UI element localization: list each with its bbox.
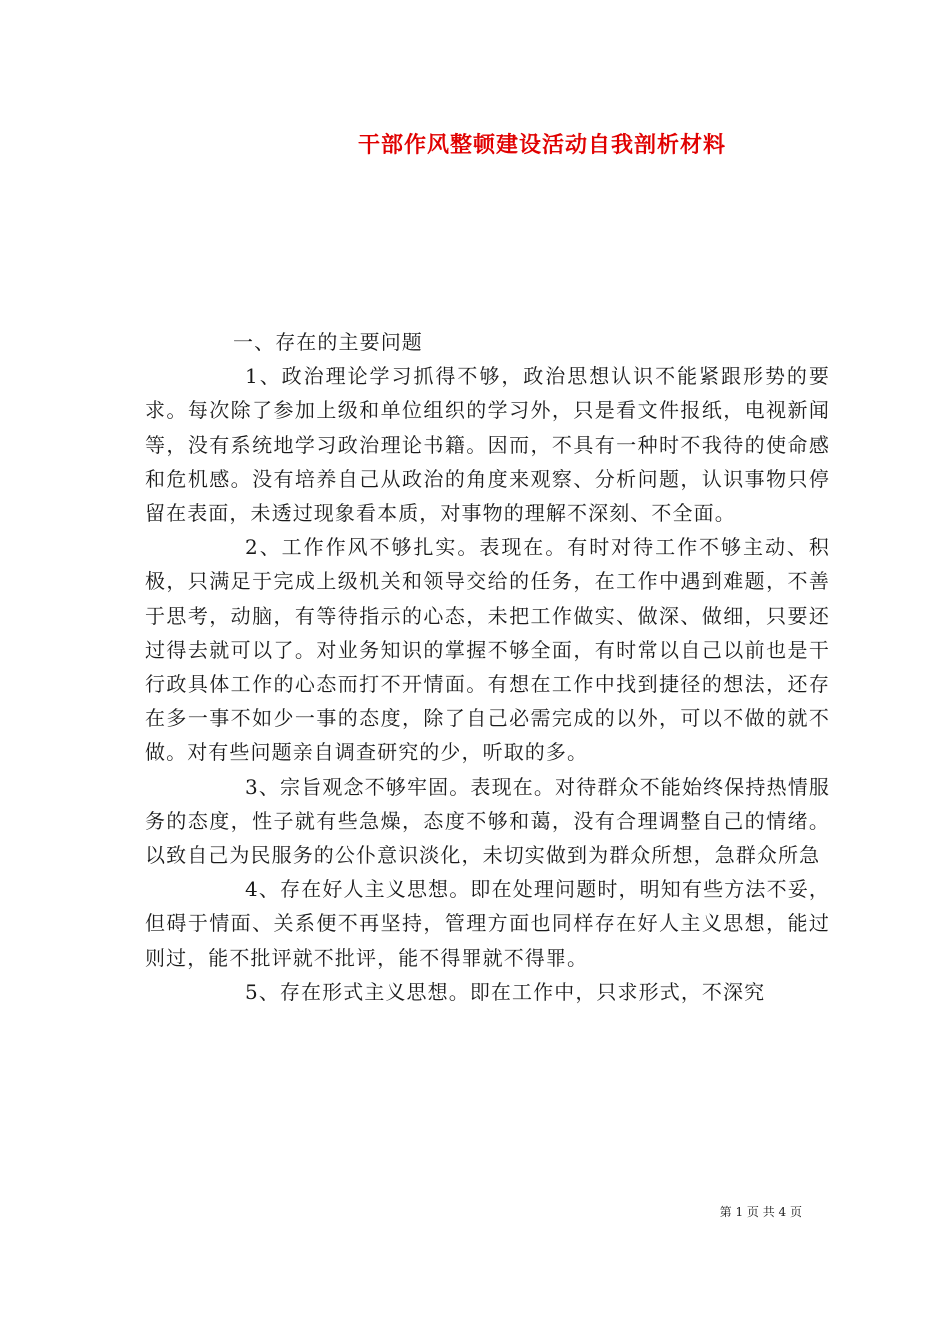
paragraph-2: 2、工作作风不够扎实。表现在。有时对待工作不够主动、积极，只满足于完成上级机关和领导交给的任务，在工作中遇到难题，不善于思考，动脑，有等待指示的心态，未把工作做实、做深、做细，只要还过得去就可以了。对业务知识的掌握不够全面，有时常以自己以前也是干行政具体工作的心态而打不开情面。有想在工作中找到捷径的想法，还存在多一事不如少一事的态度，除了自己必需完成的以外，可以不做的就不做。对有些问题亲自调查研究的少，听取的多。 (145, 535, 830, 765)
paragraph-4: 4、存在好人主义思想。即在处理问题时，明知有些方法不妥，但碍于情面、关系便不再坚持，管理方面也同样存在好人主义思想，能过则过，能不批评就不批评，能不得罪就不得罪。 (145, 877, 830, 970)
document-title: 干部作风整顿建设活动自我剖析材料 (357, 133, 726, 158)
document-body (145, 325, 830, 1009)
paragraph-5: 5、存在形式主义思想。即在工作中，只求形式，不深究 (245, 979, 766, 1004)
section-heading: 一、存在的主要问题 (233, 330, 423, 354)
paragraph-1: 1、政治理论学习抓得不够，政治思想认识不能紧跟形势的要求。每次除了参加上级和单位组织的学习外，只是看文件报纸，电视新闻等，没有系统地学习政治理论书籍。因而，不具有一种时不我待的使命感和危机感。没有培养自己从政治的角度来观察、分析问题，认识事物只停留在表面，未透过现象看本质，对事物的理解不深刻、不全面。 (145, 364, 830, 526)
paragraph-3: 3、宗旨观念不够牢固。表现在。对待群众不能始终保持热情服务的态度，性子就有些急燥，态度不够和蔼，没有合理调整自己的情绪。以致自己为民服务的公仆意识淡化，未切实做到为群众所想，急群众所急 (145, 774, 830, 868)
page-indicator: 第 1 页 共 4 页 (719, 1205, 802, 1219)
